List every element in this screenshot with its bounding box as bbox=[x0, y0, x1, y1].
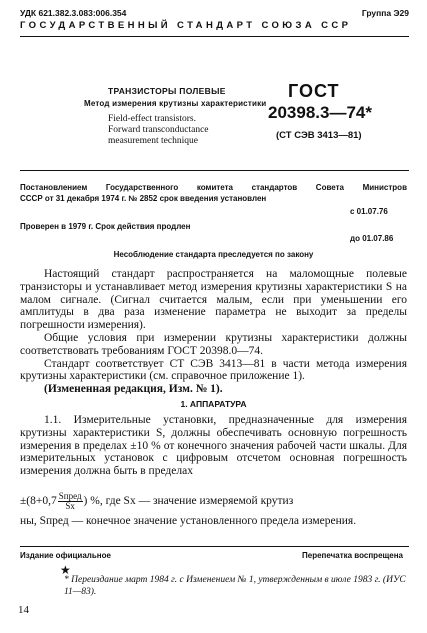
standard-banner: ГОСУДАРСТВЕННЫЙ СТАНДАРТ СОЮЗА ССР bbox=[20, 20, 352, 31]
middle-rule bbox=[20, 170, 409, 171]
section-heading: 1. АППАРАТУРА bbox=[180, 399, 247, 409]
decree-line-2: СССР от 31 декабря 1974 г. № 2852 срок введения установлен bbox=[20, 194, 267, 203]
footer-rule bbox=[20, 546, 409, 547]
formula-numerator: Sпред bbox=[58, 491, 82, 501]
tolerance-formula bbox=[20, 492, 407, 528]
reissue-footnote: * Переиздание март 1984 г. с Изменением № 1, утвержденным в июле 1983 г. (ИУС 11—83). bbox=[64, 575, 406, 597]
formula-tail: ) %, где Sx — значение измеряемой крутиз bbox=[83, 495, 294, 508]
document-subtitle: Метод измерения крутизны характеристики bbox=[84, 99, 267, 108]
section-body bbox=[20, 414, 407, 478]
paragraph-compliance: Стандарт соответствует СТ СЭВ 3413—81 в части метода измерения крутизны характеристики (см. справочное приложение 1). bbox=[20, 357, 407, 383]
formula-lead: ±(8+0,7 bbox=[20, 495, 57, 508]
english-title bbox=[108, 114, 209, 147]
reprint-notice: Перепечатка воспрещена bbox=[302, 551, 403, 560]
paragraph-scope: Настоящий стандарт распространяется на маломощные полевые транзисторы и устанавливает метод измерения крутизны характеристики S на малом сигнале. (Сигнал считается малым, если при уменьшении его амплитуды в два раза изменение параметра не выходит за пределы погрешности измерения). bbox=[20, 268, 407, 332]
english-title-line: measurement technique bbox=[108, 136, 198, 146]
publication-label: Издание официальное bbox=[20, 551, 111, 560]
formula-fraction bbox=[58, 492, 83, 511]
group-code: Группа Э29 bbox=[361, 8, 409, 18]
legal-notice: Несоблюдение стандарта преследуется по закону bbox=[113, 250, 314, 259]
gost-number: 20398.3—74* bbox=[268, 103, 372, 122]
st-sev-reference: (СТ СЭВ 3413—81) bbox=[276, 130, 362, 141]
amendment-note: (Измененная редакция, Изм. № 1). bbox=[44, 383, 223, 396]
document-title: ТРАНЗИСТОРЫ ПОЛЕВЫЕ bbox=[108, 86, 226, 96]
formula-line bbox=[20, 492, 407, 511]
valid-until-date: до 01.07.86 bbox=[350, 234, 394, 243]
formula-line-2: ны, Sпред — конечное значение установленного предела измерения. bbox=[20, 515, 357, 527]
star-icon: ★ bbox=[60, 563, 71, 577]
revision-note: Проверен в 1979 г. Срок действия продлен bbox=[20, 222, 191, 231]
top-rule bbox=[20, 36, 409, 37]
udk-code: УДК 621.382.3.083:006.354 bbox=[20, 8, 127, 18]
decree-line-1: Постановлением Государственного комитета стандартов Совета Министров bbox=[20, 183, 407, 192]
formula-denominator: Sx bbox=[65, 501, 75, 511]
gost-label: ГОСТ bbox=[288, 81, 340, 101]
paragraph-general-conditions: Общие условия при измерении крутизны характеристики должны соответствовать требованиям ГОСТ 20398.0—74. bbox=[20, 331, 407, 357]
english-title-line: Field-effect transistors. bbox=[108, 114, 196, 124]
intro-section bbox=[20, 268, 407, 396]
english-title-line: Forward transconductance bbox=[108, 125, 209, 135]
paragraph-1-1: 1.1. Измерительные установки, предназначенные для измерения крутизны характеристики S, должны обеспечивать основную погрешность измерения в пределах ±10 % от конечного значения рабочей части шкалы. Для измерительных установок с цифровым отсчетом основная погрешность измерения должна быть в пределах bbox=[20, 414, 407, 478]
effective-from-date: с 01.07.76 bbox=[350, 207, 388, 216]
page-number: 14 bbox=[18, 604, 29, 616]
